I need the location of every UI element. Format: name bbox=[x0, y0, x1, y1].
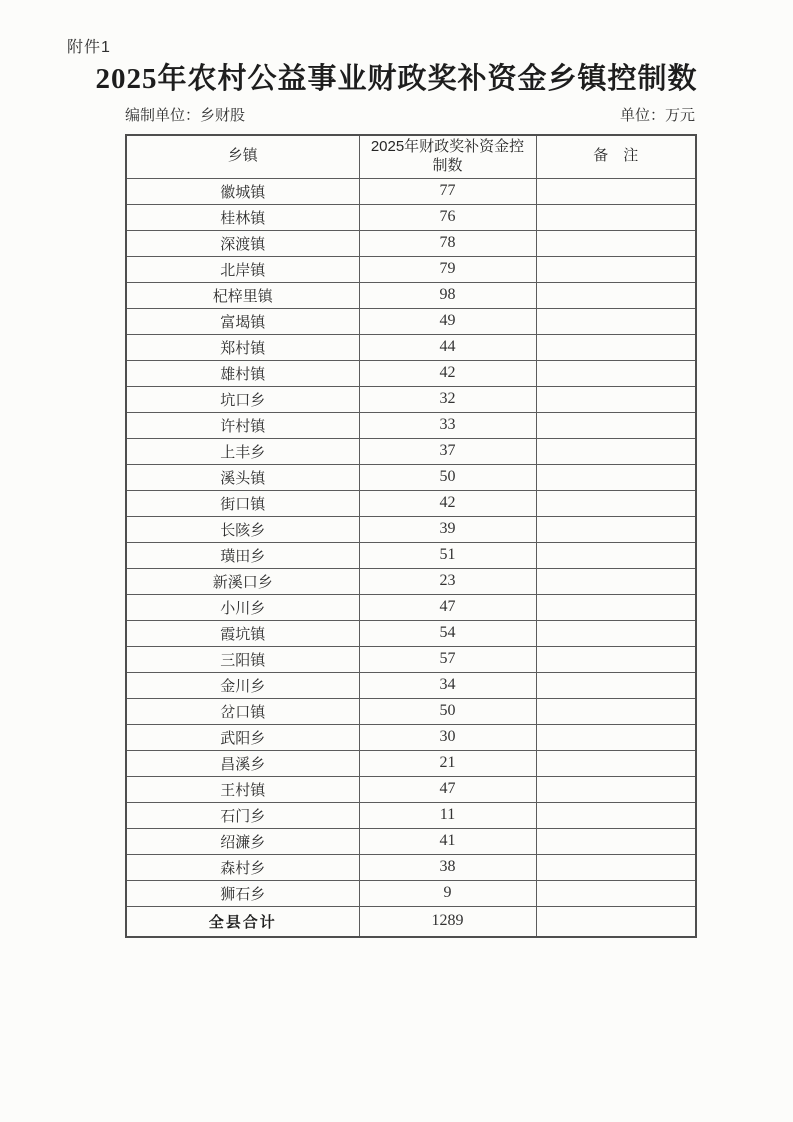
table-row bbox=[126, 672, 696, 698]
remark-cell bbox=[536, 490, 696, 516]
remark-cell bbox=[536, 204, 696, 230]
control-amount-cell: 21 bbox=[359, 750, 536, 776]
township-name-cell: 小川乡 bbox=[126, 594, 359, 620]
table-header-row bbox=[126, 135, 696, 178]
remark-cell bbox=[536, 620, 696, 646]
remark-cell bbox=[536, 334, 696, 360]
table-row bbox=[126, 204, 696, 230]
township-name-cell: 徽城镇 bbox=[126, 178, 359, 204]
control-amount-cell: 30 bbox=[359, 724, 536, 750]
remark-cell bbox=[536, 672, 696, 698]
table-row bbox=[126, 308, 696, 334]
remark-cell bbox=[536, 854, 696, 880]
remark-cell bbox=[536, 386, 696, 412]
remark-cell bbox=[536, 516, 696, 542]
township-name-cell: 昌溪乡 bbox=[126, 750, 359, 776]
township-name-cell: 溪头镇 bbox=[126, 464, 359, 490]
remark-cell bbox=[536, 542, 696, 568]
township-name-cell: 坑口乡 bbox=[126, 386, 359, 412]
table-row bbox=[126, 230, 696, 256]
township-name-cell: 长陔乡 bbox=[126, 516, 359, 542]
table-row bbox=[126, 568, 696, 594]
control-amount-cell: 23 bbox=[359, 568, 536, 594]
table-row bbox=[126, 542, 696, 568]
remark-cell bbox=[536, 308, 696, 334]
table-row bbox=[126, 750, 696, 776]
table-row bbox=[126, 516, 696, 542]
unit-label: 单位：万元 bbox=[619, 107, 695, 124]
township-name-cell: 森村乡 bbox=[126, 854, 359, 880]
remark-cell bbox=[536, 230, 696, 256]
remark-cell bbox=[536, 776, 696, 802]
total-amount: 1289 bbox=[359, 906, 536, 937]
control-amount-cell: 49 bbox=[359, 308, 536, 334]
control-amount-cell: 41 bbox=[359, 828, 536, 854]
attachment-label: 附件1 bbox=[67, 39, 111, 56]
prepared-by-label: 编制单位：乡财股 bbox=[125, 107, 246, 124]
table-row bbox=[126, 178, 696, 204]
township-name-cell: 霞坑镇 bbox=[126, 620, 359, 646]
control-amount-cell: 57 bbox=[359, 646, 536, 672]
meta-row bbox=[125, 104, 695, 125]
control-amount-cell: 42 bbox=[359, 360, 536, 386]
control-amount-cell: 9 bbox=[359, 880, 536, 906]
remark-cell bbox=[536, 646, 696, 672]
control-amount-cell: 77 bbox=[359, 178, 536, 204]
header-remark: 备 注 bbox=[536, 135, 696, 178]
control-amount-cell: 42 bbox=[359, 490, 536, 516]
control-amount-cell: 33 bbox=[359, 412, 536, 438]
remark-cell bbox=[536, 438, 696, 464]
header-township: 乡镇 bbox=[126, 135, 359, 178]
total-row bbox=[126, 906, 696, 937]
township-name-cell: 雄村镇 bbox=[126, 360, 359, 386]
header-control-amount: 2025年财政奖补资金控制数 bbox=[359, 135, 536, 178]
table-row bbox=[126, 334, 696, 360]
remark-cell bbox=[536, 880, 696, 906]
remark-cell bbox=[536, 282, 696, 308]
remark-cell bbox=[536, 594, 696, 620]
control-amount-cell: 79 bbox=[359, 256, 536, 282]
table-row bbox=[126, 854, 696, 880]
remark-cell bbox=[536, 698, 696, 724]
control-amount-cell: 78 bbox=[359, 230, 536, 256]
table-row bbox=[126, 386, 696, 412]
table-row bbox=[126, 646, 696, 672]
township-name-cell: 绍濂乡 bbox=[126, 828, 359, 854]
total-remark bbox=[536, 906, 696, 937]
remark-cell bbox=[536, 750, 696, 776]
table-row bbox=[126, 360, 696, 386]
control-amount-cell: 51 bbox=[359, 542, 536, 568]
township-name-cell: 璜田乡 bbox=[126, 542, 359, 568]
total-label: 全县合计 bbox=[126, 906, 359, 937]
table-row bbox=[126, 490, 696, 516]
page-title: 2025年农村公益事业财政奖补资金乡镇控制数 bbox=[95, 63, 698, 95]
township-name-cell: 新溪口乡 bbox=[126, 568, 359, 594]
township-name-cell: 富堨镇 bbox=[126, 308, 359, 334]
remark-cell bbox=[536, 360, 696, 386]
township-name-cell: 深渡镇 bbox=[126, 230, 359, 256]
table-row bbox=[126, 438, 696, 464]
control-amount-cell: 50 bbox=[359, 464, 536, 490]
table-row bbox=[126, 594, 696, 620]
table-row bbox=[126, 282, 696, 308]
remark-cell bbox=[536, 568, 696, 594]
control-amount-cell: 47 bbox=[359, 594, 536, 620]
control-amount-cell: 32 bbox=[359, 386, 536, 412]
table-row bbox=[126, 880, 696, 906]
table-row bbox=[126, 724, 696, 750]
control-amount-cell: 44 bbox=[359, 334, 536, 360]
table-row bbox=[126, 698, 696, 724]
control-amount-cell: 34 bbox=[359, 672, 536, 698]
township-name-cell: 岔口镇 bbox=[126, 698, 359, 724]
control-amount-cell: 50 bbox=[359, 698, 536, 724]
township-name-cell: 桂林镇 bbox=[126, 204, 359, 230]
table-row bbox=[126, 256, 696, 282]
control-amount-cell: 76 bbox=[359, 204, 536, 230]
township-name-cell: 武阳乡 bbox=[126, 724, 359, 750]
remark-cell bbox=[536, 412, 696, 438]
remark-cell bbox=[536, 256, 696, 282]
township-name-cell: 街口镇 bbox=[126, 490, 359, 516]
control-amount-cell: 54 bbox=[359, 620, 536, 646]
township-name-cell: 杞梓里镇 bbox=[126, 282, 359, 308]
remark-cell bbox=[536, 464, 696, 490]
remark-cell bbox=[536, 724, 696, 750]
control-amount-cell: 47 bbox=[359, 776, 536, 802]
table-row bbox=[126, 412, 696, 438]
township-name-cell: 北岸镇 bbox=[126, 256, 359, 282]
township-name-cell: 郑村镇 bbox=[126, 334, 359, 360]
township-name-cell: 许村镇 bbox=[126, 412, 359, 438]
township-name-cell: 三阳镇 bbox=[126, 646, 359, 672]
table-row bbox=[126, 828, 696, 854]
control-amount-cell: 11 bbox=[359, 802, 536, 828]
township-name-cell: 金川乡 bbox=[126, 672, 359, 698]
remark-cell bbox=[536, 802, 696, 828]
township-name-cell: 王村镇 bbox=[126, 776, 359, 802]
table-row bbox=[126, 802, 696, 828]
control-amount-cell: 98 bbox=[359, 282, 536, 308]
table-row bbox=[126, 776, 696, 802]
control-amount-cell: 37 bbox=[359, 438, 536, 464]
remark-cell bbox=[536, 178, 696, 204]
control-amount-table bbox=[125, 134, 697, 938]
control-amount-cell: 39 bbox=[359, 516, 536, 542]
township-name-cell: 狮石乡 bbox=[126, 880, 359, 906]
township-name-cell: 上丰乡 bbox=[126, 438, 359, 464]
control-amount-cell: 38 bbox=[359, 854, 536, 880]
township-name-cell: 石门乡 bbox=[126, 802, 359, 828]
table-row bbox=[126, 464, 696, 490]
table-row bbox=[126, 620, 696, 646]
remark-cell bbox=[536, 828, 696, 854]
